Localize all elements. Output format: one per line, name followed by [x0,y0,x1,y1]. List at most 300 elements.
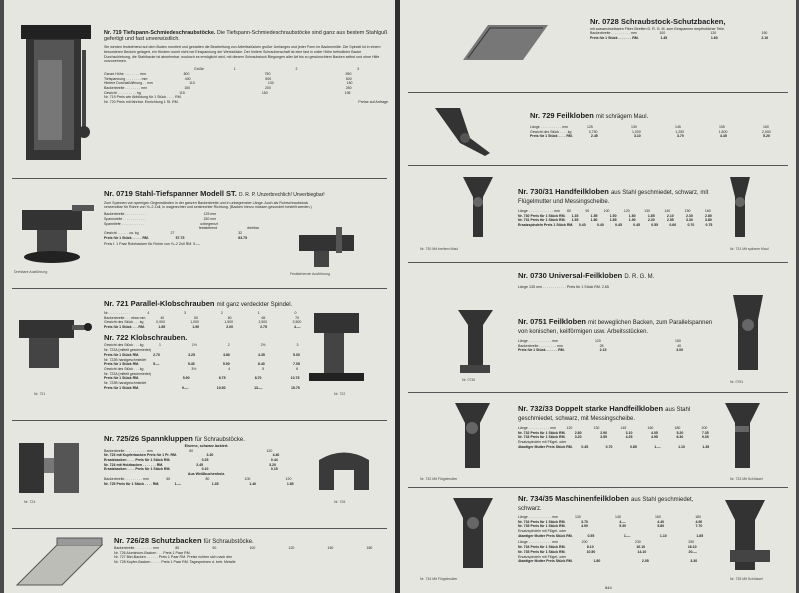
row-value: 5.20 [763,134,770,139]
title-tail-729: mit schrägem Maul. [595,114,649,120]
section-725 [104,435,309,486]
row-value: 1,500 [718,129,728,134]
row-value: 120 [288,545,295,550]
row-value: 1.— [174,481,182,486]
section-734 [518,495,718,564]
row-value: 2.30 [685,213,693,218]
row-label: Preis für 1 Stück . . . . RM. [530,134,573,139]
title-719: Nr. 719 Tiefspann-Schmiedeschraubstöcke. [104,30,216,36]
row-value: 1.45 [660,36,668,41]
divider [408,262,788,263]
desc-0728: mit auswechselbaren Fiber-Streifen D. R. G. M. zum Einspannen empfindlicher Teile. [590,26,725,31]
row-value: 4.40 [272,453,280,458]
row-label: Nr. 732 Preis für 1 Stück RM. [518,430,566,435]
row-value: 160 [763,124,769,129]
row-value: 70 [295,315,300,320]
row-value: 250 [345,85,352,90]
fiber-schutzbacken-image [458,20,553,65]
row-value: 3.70 [581,519,588,524]
row-value: 4 [147,310,150,315]
table-0728 [590,31,790,40]
row-value: 4.35 [258,352,265,357]
title-tail-725: für Schraubstöcke. [194,437,245,443]
row-value: 1.90 [192,325,200,330]
row-value: 400 [184,76,191,81]
caption-724: Nr. 724 [24,500,36,504]
row-value: 160 [655,514,661,519]
row-value: 40 [677,343,682,348]
row-value: 1.35 [211,481,219,486]
divider [408,92,788,93]
row-value: 0.25 [201,458,209,462]
row-value: 1,000 [632,129,641,134]
title-0751: Nr. 0751 Feilkloben [518,317,586,326]
row-label: Länge . . . . . . . . . . . . . mm [518,208,560,213]
row-value: 2.80 [705,213,712,218]
table-row [518,445,718,450]
section-719 [104,30,389,105]
row-value: 8.10 [586,545,594,550]
row-value: 130 [631,124,637,129]
row-value: 2.45 [196,462,203,467]
row-value: 0.70 [605,444,613,449]
row-label: Nr. 724 mit Holzbacken . . . . . . . RM. [104,462,164,467]
row-value: 7.70 [695,524,703,529]
row-value: 150 [261,90,268,95]
row-value: 10.50 [216,385,226,390]
row-label: Nr. 725 Preis für 1 Stück . . . . RM. [104,481,160,486]
row-label: Nr. 722B handgeschmiedet [104,381,147,386]
row-value: 4.45 [720,134,727,139]
row-label: Backenbreite . . . . . . . . . . mm [590,31,637,36]
row-label: 4kantiger Mutter Preis Stück RM. [518,559,573,564]
row-value: 1.10 [678,444,685,449]
row-value: 0.70 [687,222,695,227]
row-value: 3.55 [600,435,607,440]
table-row [518,559,718,564]
row-value: 80 [189,448,194,453]
row-value: 1½ [191,343,197,348]
table-row [590,36,790,41]
section-0728 [590,18,790,41]
row-value: 0.60 [669,222,677,227]
row-value: 1.— [623,533,631,538]
caption-rotating: Drehbare Ausführung [14,270,48,274]
row-label: Ersatzspindeln Preis 1 Stück RM. [518,222,574,227]
row-value: 1.85 [647,213,655,218]
row-value: 130 [644,208,650,213]
row-value: 5.30 [619,524,627,529]
table-726 [114,546,389,551]
row-value: 3.20 [574,435,582,440]
caption-734: Nr. 734 Mit Flügelmutter [420,577,458,581]
table-721 [104,311,314,330]
table-0751 [518,339,718,353]
row-value: 0.75 [705,222,713,227]
tiefspann-vise-image [16,20,101,170]
row-value: 3 [184,310,187,315]
row-value: 3.30 [690,559,698,564]
row-label: Nr. 734 Preis für 1 Stück RM. [518,519,566,524]
row-value: 2.55 [666,218,674,223]
row-value: 1.60 [628,213,636,218]
title-729: Nr. 729 Feilkloben [530,111,594,120]
row-label: Ersatzspindeln mit Flügel- oder [518,528,567,533]
row-label: Gewicht . . . . . . . . . . kg [104,90,141,95]
row-value: 800 [183,71,190,76]
row-value: 1.50 [609,213,617,218]
divider [12,528,387,529]
divider [408,392,788,393]
row-value: 5.45 [187,362,195,367]
row-value: 0 [294,310,297,315]
section-0730 [518,272,728,290]
row-value: 1.55 [590,213,598,218]
row-value: 1.85 [609,218,617,223]
row-label: Länge . . . . . . . . . . . . mm [518,338,558,343]
caption-732: Nr. 732 Mit Flügelmutter [420,477,458,481]
row-value: 9.— [181,385,189,390]
row-value: 100 [244,476,251,481]
row-label: Hintere Durchlaßöffnung . . mm [104,81,153,86]
row-label: Backenbreite . . . . . . . . mm [104,85,147,90]
row-value: 100 [249,545,256,550]
catalog-page-left [4,0,395,593]
divider [12,288,387,289]
caption-722: Nr. 722 [334,392,346,396]
row-value: 180 [366,545,373,550]
row-value: 2,500 [258,320,268,325]
row-value: 4.90 [695,519,703,524]
row-value: 1.35 [571,213,579,218]
row-value: 500 [265,76,272,81]
section-732 [518,405,718,449]
divider [408,165,788,166]
row-value: 6.75 [218,376,226,381]
row-value: 3.80 [705,218,712,223]
table-row [104,482,309,487]
row-label: Preis für 1 Stück . . . . . . RM. [518,348,565,353]
doppelt-feilkloben-image [450,398,495,473]
row-value: 14.10 [637,549,647,554]
row-value: 5.— [153,362,160,367]
row-label: Gewicht des Stück . . . kg [104,320,144,325]
row-value: 2½ [260,343,266,348]
holzkluppe-image [314,445,374,495]
row-value: 1,000 [190,320,200,325]
table-row [104,325,314,330]
title-722: Nr. 722 Klobschrauben. [104,332,188,342]
universal-feilkloben-image [448,305,503,380]
row-label: Nr. 735 Preis für 1 Stück RM. [518,524,566,529]
table-row [114,546,389,551]
row-label: Länge . . . . . . . . . . . mm [530,124,568,129]
row-value: 4.— [619,519,626,524]
row-value: 3½ [191,366,197,371]
table-row [530,134,788,139]
handfeilkloben-breit-image [458,172,498,242]
row-value: 145 [615,514,621,519]
row-value: 0.45 [581,444,589,449]
row-value: 4.40 [657,519,665,524]
row-value: 200 [581,540,588,545]
row-value: 130 [267,81,274,86]
title-0728: Nr. 0728 Schraubstock-Schutzbacken, [590,17,726,26]
row-label: Ersatzspindeln mit Flügel- oder [518,554,567,559]
row-value: 60 [227,315,232,320]
row-value: 2.80 [574,430,582,435]
row-label: Backenbreite . . . . . . . . . mm [114,545,159,550]
row-value: 1.65 [696,533,704,538]
row-value: 200 [701,425,708,430]
row-value: 20.— [688,549,697,554]
row-value: 2.30 [647,218,655,223]
price-note-719: Nr. 719 Preis wie Abbildung für 1 Stück . . . . RM. [104,95,182,100]
row-value: 180 [674,425,681,430]
caption-733: Nr. 733 Mit Schlüssel [730,477,763,481]
title-725: Nr. 725/26 Spannkluppen [104,434,193,443]
row-value: 1.90 [628,218,636,223]
row-value: 65 [261,315,266,320]
row-value: 15.75 [290,385,300,390]
parallel-feilkloben-image [718,290,778,380]
pipe-price-0719: Preis f. 1 Paar Rohrbacken für Rohre von ½–2 Zoll RM. 5.— [104,242,200,247]
row-value: 3.20 [269,462,276,467]
row-value: 2.45 [590,134,598,139]
table-row [104,386,314,391]
row-label: Nr. 723 mit Kupferbacken Preis für 1 Pr. RM. [104,453,177,458]
page-number: 844 [605,585,612,590]
row-value: 60 [166,476,171,481]
tiefspanner-rotating-image [12,195,97,265]
catalog-page-right [400,0,796,593]
row-value: 6.40 [257,362,265,367]
row-value: 1 [257,310,260,315]
title-726: Nr. 726/28 Schutzbacken [114,536,202,545]
title-tail-734: aus Stahl geschmiedet, schwarz. [518,497,694,512]
title-tail-0751: mit beweglichen Backen, zum Parallelspannen von konischen, keilförmigen usw. Arbeitsstücken. [518,320,713,335]
row-value: 120 [594,338,601,343]
row-value: 2 [227,343,230,348]
row-label: Preis für 1 Stück RM. [104,385,140,390]
row-value: 1.80 [590,218,598,223]
caption-730: Nr. 730 Mit breitem Maul [420,247,459,251]
row-value: 150 [346,81,353,86]
row-value: 2.70 [153,352,160,357]
size-value: 3 [357,67,360,72]
row-label: Tiefspannung . . . . . . . . mm [104,76,148,81]
row-value: 9.35 [701,435,709,440]
row-value: 1.— [654,444,661,449]
row-label: Preis für 1 Stück RM. [104,362,140,367]
row-label: Backenbreite . . . etwa mm [104,315,146,320]
row-value: 0.40 [596,222,604,227]
row-value: 3.70 [676,134,684,139]
title-tail-726: für Schraubstöcke. [203,539,254,545]
sub2-725: Aus Weißbuchenholz. [187,472,226,477]
caption-fixed: Feststehende Ausführung [290,272,330,276]
price-note2-719: Nr. 720 Preis mit fahrbar. Einrichtung 1 St. RM. [104,100,179,105]
section-730 [518,188,718,228]
row-value: 7.35 [701,430,709,435]
row-value: 3.10 [633,134,641,139]
row-value: 0.45 [615,222,622,227]
divider [12,420,387,421]
title-730: Nr. 730/31 Handfeilkloben [518,187,609,196]
row-label: Nr. . . . . . . . . . . . [104,310,130,315]
row-value: 10.50 [586,549,596,554]
row-value: 27 [170,230,175,235]
row-value: 2.10 [761,36,769,41]
table-row [104,236,274,241]
row-value: 5 [262,366,265,371]
row-label: Preis für 1 Stück RM. [104,352,140,357]
row-label: Nr. 722A (mittelt geschmiedet) [104,371,151,376]
row-label: Nr. 733 Preis für 1 Stück RM. [518,435,566,440]
row-label: Preis für 1 Stück . . . . . RM. [104,235,149,240]
row-value: 3,500 [292,320,302,325]
row-value: 1.35 [702,444,710,449]
spannkluppe-image [14,438,89,496]
row-value: 0.44 [270,458,278,462]
row-value: 0.85 [629,444,637,449]
row-value: 125 mm [203,212,217,217]
price-hint-719: Preise auf Anfrage. [358,100,389,105]
row-label: Ersatzspindeln mit Flügel- oder [518,439,567,444]
row-value: 1.40 [249,481,257,486]
caption-731: Nr. 731 Mit spitzem Maul [730,247,769,251]
row-value: 195 [344,90,351,95]
row-label: Nr. 730 Preis für 1 Stück RM. [518,213,566,218]
row-value: 150 [684,208,691,213]
row-label: Backenbreite . . . . . . . . . mm [518,343,563,348]
row-value: 2.75 [260,325,267,330]
row-value: 130 [574,514,581,519]
row-value: 3.80 [223,352,230,357]
row-label: Ganze Höhe . . . . . . . . mm [104,71,147,76]
row-value: 120 [266,448,273,453]
row-value: 5.20 [676,430,684,435]
row-value: 0.55 [651,222,659,227]
row-value: 90 [212,545,217,550]
title-0730: Nr. 0730 Universal-Feilkloben [518,271,623,280]
row-value: 10.10 [636,545,646,550]
row-value: 115 [179,90,185,95]
row-value: 100 [659,31,666,36]
row-value: 230 [635,540,641,545]
row-value: 3.30 [685,218,693,223]
row-value: 1,500 [224,320,234,325]
line-726: Nr. 726 Aluminium-Backen . . . Preis 1 Paar RM. [114,550,191,555]
row-value: 600 [345,76,352,81]
row-label: Spannweite . . . . . . . . . . . . [104,216,146,221]
title-tail-732: aus Stahl geschmiedet, schwarz, mit Messingscheibe. [518,407,691,422]
row-value: 3 [296,343,299,348]
row-value: 4.— [294,325,301,330]
column-header: drehbar [246,226,260,231]
row-value: 32 [238,230,243,235]
feilkloben-schraeg-image [430,98,505,158]
column-header: feststehend [198,226,218,231]
subtitle-719: Die Tiefspann-Schmiedeschraubstöcke sind ganz aus bestem Stahlguß gefertigt und fast unverwüstlich. [104,30,388,43]
row-value: 140 [664,208,671,213]
row-value: 750 [264,71,271,76]
title-tail-0719: D. R. P. Unzerbrechlich! Unverbiegbar! [238,192,325,198]
row-value: 150 [675,338,681,343]
row-value: 120 [623,208,630,213]
row-value: 110 [189,81,195,86]
row-label: Backenbreite . . . . . . . . . mm [104,476,149,481]
row-label: Preis für 1 Stück . . . RM. [104,325,145,330]
row-value: 0.55 [587,533,595,538]
row-value: 0.40 [578,222,586,227]
maschinenfeilkloben-image [448,493,498,573]
row-value: 1 [158,343,161,348]
row-value: 2.05 [641,559,649,564]
line-727: Nr. 727 Blei-Backen . . . . . . Preis 1 Paar RM. Preise richten sich nach den [114,555,233,560]
row-value: 2.00 [226,325,234,330]
row-value: 80 [567,208,571,213]
row-label: Gewicht des Stück . . . kg [104,343,144,348]
row-label: Backenbreite . . . . . . . . . . . [104,212,146,217]
section-721 [104,300,314,391]
row-label: Backenbreite . . . . . . . . . . . mm [104,448,153,453]
row-value: 180 [695,514,701,519]
row-value: 5.00 [293,352,300,357]
row-label: Spanntiefe . . . . . . . . . . . . [104,221,145,226]
row-value: 2.10 [666,213,674,218]
row-value: 5.90 [222,362,230,367]
maschinenfeilkloben-schluessel-image [720,495,775,575]
row-label: Ersatzbacken . . . . Preis für 1 Stück RM. [104,458,171,462]
row-value: 4.90 [581,524,588,529]
row-value: 120 [566,425,573,430]
table-722 [104,343,314,390]
row-value: 120 [285,476,292,481]
row-value: 2,000 [761,129,771,134]
row-value: 4.05 [651,430,658,435]
row-value: 100 [603,208,610,213]
row-value: 0.10 [201,467,209,472]
table-729 [530,125,788,139]
tiefspanner-fixed-image [294,225,364,270]
row-value: unbegrenzt [200,221,218,226]
row-label: Länge . . . . . . . . . . . . mm [518,514,558,519]
caption-726: Nr. 726 [334,500,346,504]
divider [12,178,387,179]
row-label: Preis für 1 Stück . . . . . . . RM. [590,36,639,41]
row-value: 200 [264,85,271,90]
size-value: 1 [233,67,236,72]
row-label: 4kantiger Mutter Preis Stück RM. [518,533,573,538]
row-value: 10.75 [290,376,300,381]
title-721: Nr. 721 Parallel-Klobschrauben [104,299,215,308]
title-tail-0730: D. R. G. M. [624,274,655,280]
row-label: Gewicht . . . . . . ca. kg [104,230,139,235]
row-value: 50 [194,315,198,320]
row-value: 8.70 [254,376,262,381]
row-value: 3.20 [206,453,214,458]
row-value: 130 [593,425,600,430]
size-value: 2 [295,67,298,72]
row-label: Preis für 1 Stück RM. [104,376,140,381]
title-tail-730: aus Stahl geschmiedet, schwarz, mit Flügelmutter und Messingscheibe. [518,190,709,205]
row-value: 6 [296,366,299,371]
title-0719: Nr. 0719 Stahl-Tiefspanner Modell ST. [104,189,237,198]
row-value: 2.90 [600,430,607,435]
row-value: 150 [761,31,768,36]
title-732: Nr. 732/33 Doppelt starke Handfeilkloben [518,404,664,413]
